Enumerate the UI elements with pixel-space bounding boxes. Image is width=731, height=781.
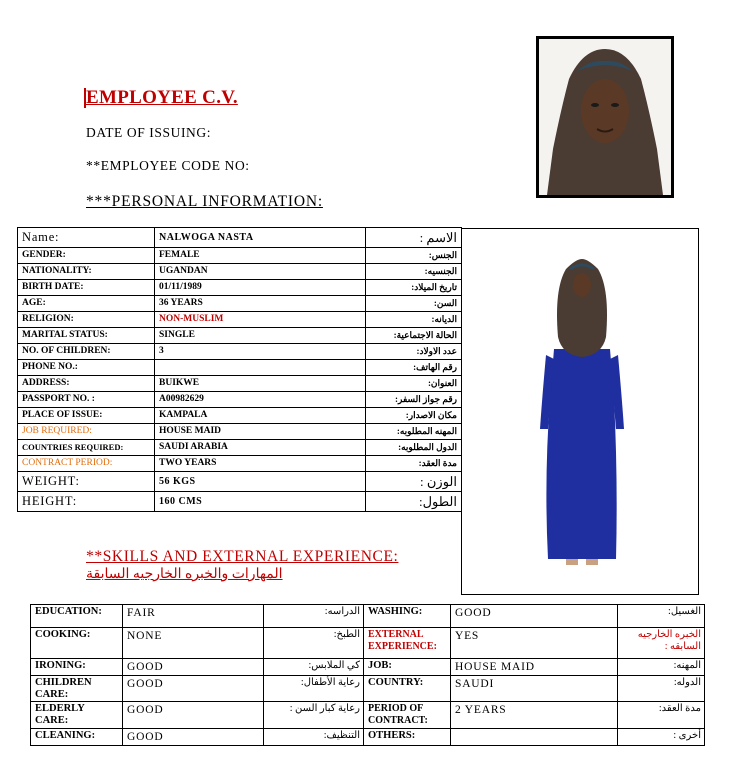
age-label: AGE: [18,296,155,312]
cooking-value: NONE [123,628,264,659]
table-row [18,344,462,360]
cleaning-value: GOOD [123,729,264,746]
contract-period-value: TWO YEARS [155,456,366,472]
height-label: HEIGHT: [18,492,155,512]
table-row [18,360,462,376]
job-required-value: HOUSE MAID [155,424,366,440]
passport-label-ar: رقم جواز السفر: [366,392,462,408]
others-label: OTHERS: [364,729,451,746]
countries-required-label-ar: الدول المطلوبه: [366,440,462,456]
skills-table [30,604,705,746]
table-row [18,492,462,512]
skills-heading: **SKILLS AND EXTERNAL EXPERIENCE: [86,548,399,565]
nationality-label: NATIONALITY: [18,264,155,280]
table-row [18,280,462,296]
washing-label-ar: الغسيل: [618,605,705,628]
marital-status-label-ar: الحالة الاجتماعية: [366,328,462,344]
table-row [18,264,462,280]
marital-status-value: SINGLE [155,328,366,344]
table-row [31,676,705,702]
cleaning-label: CLEANING: [31,729,123,746]
weight-label-ar: الوزن : [366,472,462,492]
place-of-issue-label-ar: مكان الاصدار: [366,408,462,424]
address-label-ar: العنوان: [366,376,462,392]
education-label-ar: الدراسه: [264,605,364,628]
place-of-issue-label: PLACE OF ISSUE: [18,408,155,424]
elderly-care-label: ELDERLY CARE: [31,702,123,729]
gender-label: GENDER: [18,248,155,264]
table-row [31,729,705,746]
gender-label-ar: الجنس: [366,248,462,264]
table-row [18,472,462,492]
job-value: HOUSE MAID [451,659,618,676]
portrait-photo [536,36,674,198]
nationality-label-ar: الجنسيه: [366,264,462,280]
countries-required-label: COUNTRIES REQUIRED: [18,440,155,456]
country-label-ar: الدوله: [618,676,705,702]
table-row [18,312,462,328]
table-row [31,628,705,659]
ironing-label-ar: كي الملابس: [264,659,364,676]
others-value [451,729,618,746]
external-experience-label: EXTERNAL EXPERIENCE: [364,628,451,659]
job-label: JOB: [364,659,451,676]
table-row [18,248,462,264]
age-value: 36 YEARS [155,296,366,312]
table-row [18,392,462,408]
table-row [18,328,462,344]
countries-required-value: SAUDI ARABIA [155,440,366,456]
job-label-ar: المهنه: [618,659,705,676]
age-label-ar: السن: [366,296,462,312]
phone-label-ar: رقم الهاتف: [366,360,462,376]
height-value: 160 CMS [155,492,366,512]
children-care-label: CHILDREN CARE: [31,676,123,702]
nationality-value: UGANDAN [155,264,366,280]
address-label: ADDRESS: [18,376,155,392]
ironing-value: GOOD [123,659,264,676]
education-value: FAIR [123,605,264,628]
job-required-label-ar: المهنه المطلوبه: [366,424,462,440]
table-row [18,440,462,456]
address-value: BUIKWE [155,376,366,392]
birth-date-value: 01/11/1989 [155,280,366,296]
cooking-label-ar: الطبخ: [264,628,364,659]
children-care-value: GOOD [123,676,264,702]
period-of-contract-label-ar: مدة العقد: [618,702,705,729]
period-of-contract-value: 2 YEARS [451,702,618,729]
job-required-label: JOB REQUIRED: [18,424,155,440]
religion-label: RELIGION: [18,312,155,328]
religion-label-ar: الديانه: [366,312,462,328]
table-row [18,376,462,392]
ironing-label: IRONING: [31,659,123,676]
contract-period-label-ar: مدة العقد: [366,456,462,472]
external-experience-label-ar: الخبره الخارجيه السابقه : [618,628,705,659]
place-of-issue-value: KAMPALA [155,408,366,424]
table-row [18,296,462,312]
others-label-ar: أخرى : [618,729,705,746]
table-row [31,659,705,676]
employee-code-label: **EMPLOYEE CODE NO: [86,158,250,173]
skills-heading-ar: المهارات والخبره الخارجيه السابقة [86,567,283,582]
passport-value: A00982629 [155,392,366,408]
children-label-ar: عدد الاولاد: [366,344,462,360]
elderly-care-value: GOOD [123,702,264,729]
contract-period-label: CONTRACT PERIOD: [18,456,155,472]
personal-info-heading: ***PERSONAL INFORMATION: [86,193,323,210]
date-of-issuing-label: DATE OF ISSUING: [86,125,212,140]
gender-value: FEMALE [155,248,366,264]
cleaning-label-ar: التنظيف: [264,729,364,746]
country-label: COUNTRY: [364,676,451,702]
external-experience-value: YES [451,628,618,659]
country-value: SAUDI [451,676,618,702]
weight-label: WEIGHT: [18,472,155,492]
birth-date-label: BIRTH DATE: [18,280,155,296]
table-row [18,424,462,440]
washing-label: WASHING: [364,605,451,628]
cooking-label: COOKING: [31,628,123,659]
phone-label: PHONE NO.: [18,360,155,376]
name-label: Name: [18,228,155,248]
children-label: NO. OF CHILDREN: [18,344,155,360]
education-label: EDUCATION: [31,605,123,628]
table-row [18,456,462,472]
table-row [18,408,462,424]
table-row [31,702,705,729]
birth-date-label-ar: تاريخ الميلاد: [366,280,462,296]
weight-value: 56 KGS [155,472,366,492]
elderly-care-label-ar: رعاية كبار السن : [264,702,364,729]
phone-value [155,360,366,376]
document-title: EMPLOYEE C.V. [86,87,238,108]
children-value: 3 [155,344,366,360]
religion-value: NON-MUSLIM [155,312,366,328]
personal-info-table [17,227,462,512]
name-value: NALWOGA NASTA [155,228,366,248]
table-row [31,605,705,628]
passport-label: PASSPORT NO. : [18,392,155,408]
children-care-label-ar: رعاية الأطفال: [264,676,364,702]
marital-status-label: MARITAL STATUS: [18,328,155,344]
height-label-ar: الطول: [366,492,462,512]
table-row [18,228,462,248]
full-body-photo [461,228,699,595]
period-of-contract-label: PERIOD OF CONTRACT: [364,702,451,729]
name-label-ar: الاسم : [366,228,462,248]
washing-value: GOOD [451,605,618,628]
